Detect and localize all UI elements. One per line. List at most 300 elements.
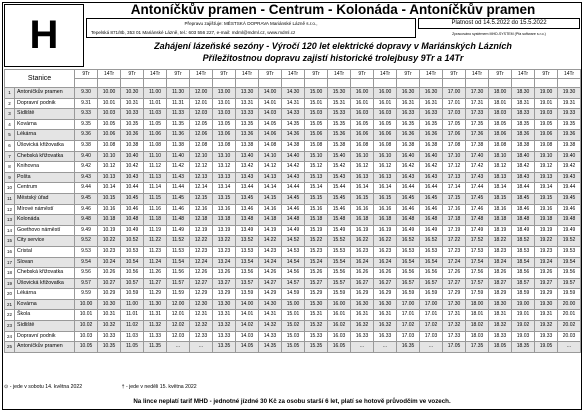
departure-time: 16.18 <box>351 215 374 226</box>
departure-time: 15.12 <box>305 162 328 173</box>
departure-time: 12.15 <box>190 193 213 204</box>
stop-name: Lékárna <box>15 289 75 300</box>
departure-time: 16.31 <box>420 98 443 109</box>
departure-time: 9.56 <box>75 268 98 279</box>
departure-time: 17.01 <box>443 98 466 109</box>
departure-time: 17.03 <box>420 331 443 342</box>
departure-time: 19.12 <box>535 162 558 173</box>
departure-time: 18.43 <box>512 172 535 183</box>
departure-time: 16.52 <box>420 236 443 247</box>
stop-number: 10 <box>5 183 15 194</box>
departure-time: 17.42 <box>466 162 489 173</box>
table-row <box>5 130 581 141</box>
departure-time: 16.03 <box>374 109 397 120</box>
route-title: Antoníčkův pramen - Centrum - Kolonáda - Antoníčkův pramen <box>130 2 536 17</box>
departure-time: 16.30 <box>420 88 443 99</box>
departure-time: 11.05 <box>121 342 144 353</box>
departure-time: 11.57 <box>167 278 190 289</box>
departure-time: 15.46 <box>328 204 351 215</box>
trip-vehicle: 9Tr <box>259 70 282 79</box>
departure-time: 13.23 <box>213 246 236 257</box>
departure-time: 16.42 <box>397 162 420 173</box>
departure-time: 13.32 <box>213 321 236 332</box>
stop-number: 16 <box>5 246 15 257</box>
departure-time: 14.27 <box>259 278 282 289</box>
departure-time: 14.52 <box>282 236 305 247</box>
departure-time: 18.23 <box>489 246 512 257</box>
table-row <box>5 109 581 120</box>
stop-name: Úšovická křižovatka <box>15 278 75 289</box>
departure-time: 13.24 <box>213 257 236 268</box>
departure-time: ... <box>374 342 397 353</box>
departure-time: 13.26 <box>213 268 236 279</box>
departure-time: 16.48 <box>420 215 443 226</box>
departure-time: 16.45 <box>397 193 420 204</box>
departure-time: 17.48 <box>466 215 489 226</box>
trip-mark <box>259 79 282 88</box>
departure-time: 17.45 <box>466 193 489 204</box>
departure-time: 14.59 <box>282 289 305 300</box>
trip-vehicle: 14Tr <box>374 70 397 79</box>
trip-vehicle: 14Tr <box>420 70 443 79</box>
departure-time: 14.56 <box>282 268 305 279</box>
departure-time: 19.56 <box>558 268 581 279</box>
departure-time: 11.16 <box>144 204 167 215</box>
departure-time: 11.24 <box>144 257 167 268</box>
stop-number: 6 <box>5 140 15 151</box>
departure-time: 18.44 <box>512 183 535 194</box>
trip-mark <box>420 79 443 88</box>
departure-time: 11.59 <box>167 289 190 300</box>
departure-time: 19.49 <box>558 225 581 236</box>
table-row <box>5 183 581 194</box>
stop-name: Antoníčkův pramen <box>15 342 75 353</box>
trip-vehicle: 9Tr <box>489 70 512 79</box>
departure-time: 10.48 <box>121 215 144 226</box>
departure-time: 14.15 <box>259 193 282 204</box>
departure-time: 14.33 <box>282 109 305 120</box>
departure-time: 18.52 <box>512 236 535 247</box>
stop-name: Městský úřad <box>15 193 75 204</box>
departure-time: 19.00 <box>535 88 558 99</box>
departure-time: 11.00 <box>121 299 144 310</box>
departure-time: 19.30 <box>558 88 581 99</box>
departure-time: 17.35 <box>466 342 489 353</box>
departure-time: 12.19 <box>190 225 213 236</box>
departure-time: 16.31 <box>397 98 420 109</box>
table-row <box>5 310 581 321</box>
trip-mark <box>98 79 121 88</box>
departure-time: 19.05 <box>535 119 558 130</box>
departure-time: 14.46 <box>282 204 305 215</box>
departure-time: 12.31 <box>190 310 213 321</box>
table-row <box>5 88 581 99</box>
departure-time: 19.31 <box>535 310 558 321</box>
departure-time: 10.31 <box>98 310 121 321</box>
stop-name: Lékárna <box>15 130 75 141</box>
departure-time: 10.42 <box>121 162 144 173</box>
departure-time: 16.33 <box>397 109 420 120</box>
departure-time: 12.29 <box>190 289 213 300</box>
departure-time: 16.38 <box>420 140 443 151</box>
departure-time: 16.46 <box>420 204 443 215</box>
departure-time: 14.08 <box>259 140 282 151</box>
departure-time: 14.38 <box>282 140 305 151</box>
departure-time: 14.30 <box>259 299 282 310</box>
departure-time: 16.33 <box>420 109 443 120</box>
trip-vehicle: 14Tr <box>558 70 581 79</box>
departure-time: 13.52 <box>236 236 259 247</box>
departure-time: 16.22 <box>351 236 374 247</box>
departure-time: 15.10 <box>305 151 328 162</box>
trip-mark <box>190 79 213 88</box>
system-note: Zpracováno systémem MHD-SYSTEM (Pfa software s.r.o.) <box>452 32 546 36</box>
departure-time: 16.05 <box>328 342 351 353</box>
departure-time: 13.48 <box>236 215 259 226</box>
departure-time: 18.33 <box>489 331 512 342</box>
departure-time: 11.13 <box>144 172 167 183</box>
departure-time: 17.02 <box>420 321 443 332</box>
departure-time: 17.26 <box>443 268 466 279</box>
table-row <box>5 342 581 353</box>
stop-name: Goethovo náměstí <box>15 225 75 236</box>
departure-time: 10.02 <box>75 321 98 332</box>
departure-time: 15.26 <box>305 268 328 279</box>
departure-time: 16.27 <box>351 278 374 289</box>
departure-time: 19.45 <box>558 193 581 204</box>
departure-time: 18.48 <box>512 215 535 226</box>
departure-time: 18.45 <box>512 193 535 204</box>
stop-number: 19 <box>5 278 15 289</box>
departure-time: 11.15 <box>144 193 167 204</box>
departure-time: 11.30 <box>144 299 167 310</box>
departure-time: 13.45 <box>236 193 259 204</box>
departure-time: 14.06 <box>259 130 282 141</box>
departure-time: 10.10 <box>98 151 121 162</box>
departure-time: 13.40 <box>236 151 259 162</box>
departure-time: 14.03 <box>259 109 282 120</box>
departure-time: 14.31 <box>259 310 282 321</box>
departure-time: 10.23 <box>98 246 121 257</box>
departure-time: 17.57 <box>466 278 489 289</box>
departure-time: 10.38 <box>121 140 144 151</box>
validity-box: Platnost od 14.5.2022 do 15.5.2022 <box>418 18 580 29</box>
departure-time: 12.24 <box>190 257 213 268</box>
departure-time: 16.53 <box>397 246 420 257</box>
legend-sunday: † - jede v neděli 15. května 2022 <box>121 384 197 390</box>
trip-mark <box>236 79 259 88</box>
departure-time: 18.02 <box>466 321 489 332</box>
departure-time: 13.29 <box>213 289 236 300</box>
departure-time: 18.13 <box>489 172 512 183</box>
departure-time: 17.30 <box>443 299 466 310</box>
stop-number: 18 <box>5 268 15 279</box>
departure-time: 19.16 <box>535 204 558 215</box>
stop-name: Kolonáda <box>15 215 75 226</box>
departure-time: 15.44 <box>328 183 351 194</box>
departure-time: 18.35 <box>512 342 535 353</box>
departure-time: 13.08 <box>213 140 236 151</box>
stop-number: 3 <box>5 109 15 120</box>
departure-time: 11.46 <box>167 204 190 215</box>
departure-time: 18.24 <box>489 257 512 268</box>
departure-time: 16.43 <box>420 172 443 183</box>
departure-time: 11.03 <box>121 331 144 342</box>
departure-time: 20.02 <box>558 321 581 332</box>
departure-time: 15.53 <box>328 246 351 257</box>
departure-time: 19.23 <box>535 246 558 257</box>
departure-time: 15.38 <box>328 140 351 151</box>
departure-time: 17.01 <box>397 310 420 321</box>
table-row <box>5 151 581 162</box>
departure-time: 9.38 <box>75 140 98 151</box>
departure-time: 14.00 <box>259 88 282 99</box>
event-info-line-1: Zahájení lázeňské sezóny - Výročí 120 let elektrické dopravy v Mariánských Lázních <box>154 41 512 51</box>
departure-time: 10.13 <box>98 172 121 183</box>
departure-time: 10.03 <box>75 331 98 342</box>
departure-time: 16.23 <box>351 246 374 257</box>
departure-time: 10.26 <box>98 268 121 279</box>
departure-time: 10.54 <box>121 257 144 268</box>
stop-name: Centrum <box>15 183 75 194</box>
departure-time: 15.08 <box>305 140 328 151</box>
departure-time: 10.59 <box>121 289 144 300</box>
departure-time: 16.38 <box>397 140 420 151</box>
departure-time: 16.35 <box>397 342 420 353</box>
departure-time: 9.52 <box>75 236 98 247</box>
departure-time: 16.30 <box>351 299 374 310</box>
departure-time: 16.27 <box>374 278 397 289</box>
departure-time: 15.01 <box>282 310 305 321</box>
departure-time: 11.33 <box>144 331 167 342</box>
departure-time: 18.00 <box>489 88 512 99</box>
departure-time: 10.36 <box>121 130 144 141</box>
stop-name: Sídliště <box>15 109 75 120</box>
departure-time: 19.24 <box>535 257 558 268</box>
departure-time: 17.36 <box>466 130 489 141</box>
departure-time: 11.40 <box>167 151 190 162</box>
departure-time: 16.33 <box>351 331 374 342</box>
departure-time: 19.14 <box>535 183 558 194</box>
departure-time: 14.40 <box>282 151 305 162</box>
trip-mark <box>351 79 374 88</box>
departure-time: 15.59 <box>328 289 351 300</box>
departure-time: 17.03 <box>397 331 420 342</box>
departure-time: 16.16 <box>351 204 374 215</box>
departure-time: 18.03 <box>489 109 512 120</box>
departure-time: 10.53 <box>121 246 144 257</box>
departure-time: 16.44 <box>397 183 420 194</box>
departure-time: 17.53 <box>466 246 489 257</box>
departure-time: 18.22 <box>489 236 512 247</box>
departure-time: 9.57 <box>75 278 98 289</box>
departure-time: 19.48 <box>558 215 581 226</box>
departure-time: 11.44 <box>167 183 190 194</box>
departure-time: 11.26 <box>144 268 167 279</box>
stop-number: 20 <box>5 289 15 300</box>
departure-time: 14.35 <box>282 119 305 130</box>
departure-time: 18.01 <box>466 310 489 321</box>
stop-name: Úšovická křižovatka <box>15 140 75 151</box>
departure-time: 17.02 <box>397 321 420 332</box>
departure-time: 19.40 <box>558 151 581 162</box>
departure-time: 16.13 <box>351 172 374 183</box>
departure-time: 14.00 <box>236 299 259 310</box>
departure-time: 18.30 <box>512 88 535 99</box>
trip-vehicle: 14Tr <box>190 70 213 79</box>
departure-time: 17.33 <box>466 109 489 120</box>
stop-name: Knihovna <box>15 162 75 173</box>
departure-time: ... <box>351 342 374 353</box>
stop-name: Sídliště <box>15 321 75 332</box>
departure-time: 16.42 <box>420 162 443 173</box>
departure-time: 19.29 <box>535 289 558 300</box>
departure-time: 16.29 <box>374 289 397 300</box>
table-row <box>5 321 581 332</box>
departure-time: 13.19 <box>213 225 236 236</box>
trip-mark <box>489 79 512 88</box>
departure-time: 14.01 <box>236 310 259 321</box>
departure-time: 10.35 <box>121 119 144 130</box>
departure-time: 17.32 <box>443 321 466 332</box>
departure-time: 10.40 <box>121 151 144 162</box>
departure-time: 12.13 <box>190 172 213 183</box>
stop-name: Chebská křižovatka <box>15 268 75 279</box>
departure-time: 17.43 <box>466 172 489 183</box>
departure-time: 16.12 <box>351 162 374 173</box>
stop-name: Cristal <box>15 246 75 257</box>
departure-time: 10.44 <box>121 183 144 194</box>
departure-time: 11.56 <box>167 268 190 279</box>
departure-time: 13.33 <box>213 331 236 342</box>
departure-time: 10.15 <box>98 193 121 204</box>
stop-number: 12 <box>5 204 15 215</box>
departure-time: 18.15 <box>489 193 512 204</box>
departure-time: 9.31 <box>75 98 98 109</box>
departure-time: 19.19 <box>535 225 558 236</box>
departure-time: 10.14 <box>98 183 121 194</box>
departure-time: 16.19 <box>374 225 397 236</box>
departure-time: 15.16 <box>305 204 328 215</box>
departure-time: 17.56 <box>466 268 489 279</box>
departure-time: 20.00 <box>558 299 581 310</box>
departure-time: 19.59 <box>558 289 581 300</box>
departure-time: 18.30 <box>489 299 512 310</box>
departure-time: 17.05 <box>443 119 466 130</box>
table-row <box>5 278 581 289</box>
departure-time: 15.40 <box>328 151 351 162</box>
departure-time: 9.49 <box>75 225 98 236</box>
departure-time: 19.42 <box>558 162 581 173</box>
trip-mark <box>213 79 236 88</box>
departure-time: 15.45 <box>328 193 351 204</box>
departure-time: 16.19 <box>351 225 374 236</box>
header-mark-row <box>5 79 581 88</box>
departure-time: 10.19 <box>98 225 121 236</box>
departure-time: 15.36 <box>328 130 351 141</box>
departure-time: 17.10 <box>443 151 466 162</box>
table-row <box>5 299 581 310</box>
departure-time: 19.33 <box>558 109 581 120</box>
departure-time: 12.23 <box>190 246 213 257</box>
departure-time: 11.33 <box>167 109 190 120</box>
departure-time: 15.54 <box>328 257 351 268</box>
departure-time: 11.36 <box>167 130 190 141</box>
departure-time: 12.10 <box>190 151 213 162</box>
departure-time: 14.02 <box>236 321 259 332</box>
stop-name: Kovárna <box>15 299 75 310</box>
departure-time: 16.49 <box>420 225 443 236</box>
departure-time: 19.13 <box>535 172 558 183</box>
departure-time: 13.35 <box>213 342 236 353</box>
stop-number: 1 <box>5 88 15 99</box>
departure-time: 13.10 <box>213 151 236 162</box>
departure-time: 19.44 <box>558 183 581 194</box>
departure-time: 13.16 <box>213 204 236 215</box>
departure-time: 17.05 <box>443 342 466 353</box>
departure-time: 18.16 <box>489 204 512 215</box>
departure-time: 19.46 <box>558 204 581 215</box>
departure-time: 11.54 <box>167 257 190 268</box>
departure-time: 14.42 <box>282 162 305 173</box>
departure-time: 13.18 <box>213 215 236 226</box>
departure-time: 20.01 <box>558 310 581 321</box>
trip-vehicle: 9Tr <box>121 70 144 79</box>
departure-time: 11.27 <box>144 278 167 289</box>
trip-mark <box>121 79 144 88</box>
departure-time: 15.57 <box>328 278 351 289</box>
event-info-line-2: Příležitostnou dopravu zajistí historické trolejbusy 9Tr a 14Tr <box>202 53 464 63</box>
departure-time: 13.12 <box>213 162 236 173</box>
departure-time: 14.05 <box>236 342 259 353</box>
departure-time: 18.42 <box>512 162 535 173</box>
stop-name: Kovárna <box>15 119 75 130</box>
departure-time: 17.22 <box>443 236 466 247</box>
departure-time: 15.05 <box>305 119 328 130</box>
departure-time: 16.01 <box>374 98 397 109</box>
departure-time: 12.22 <box>190 236 213 247</box>
departure-time: 13.33 <box>236 109 259 120</box>
departure-time: ... <box>190 342 213 353</box>
departure-time: 14.18 <box>259 215 282 226</box>
departure-time: 14.26 <box>259 268 282 279</box>
trip-mark <box>282 79 305 88</box>
departure-time: 14.54 <box>282 257 305 268</box>
departure-time: 16.26 <box>374 268 397 279</box>
departure-time: 17.18 <box>443 215 466 226</box>
departure-time: 16.35 <box>420 119 443 130</box>
departure-time: 15.33 <box>305 331 328 342</box>
departure-time: 10.06 <box>98 130 121 141</box>
departure-time: 16.40 <box>420 151 443 162</box>
departure-time: 17.03 <box>443 109 466 120</box>
departure-time: 13.05 <box>213 119 236 130</box>
departure-time: 12.06 <box>190 130 213 141</box>
departure-time: 17.46 <box>466 204 489 215</box>
departure-time: 16.06 <box>351 130 374 141</box>
departure-time: 12.03 <box>167 331 190 342</box>
departure-time: 19.31 <box>558 98 581 109</box>
departure-time: 10.56 <box>121 268 144 279</box>
table-row <box>5 225 581 236</box>
departure-time: 12.05 <box>190 119 213 130</box>
departure-time: 18.18 <box>489 215 512 226</box>
table-row <box>5 246 581 257</box>
departure-time: 10.33 <box>98 331 121 342</box>
departure-time: 10.08 <box>98 140 121 151</box>
departure-time: 15.00 <box>305 88 328 99</box>
trip-vehicle: 14Tr <box>512 70 535 79</box>
